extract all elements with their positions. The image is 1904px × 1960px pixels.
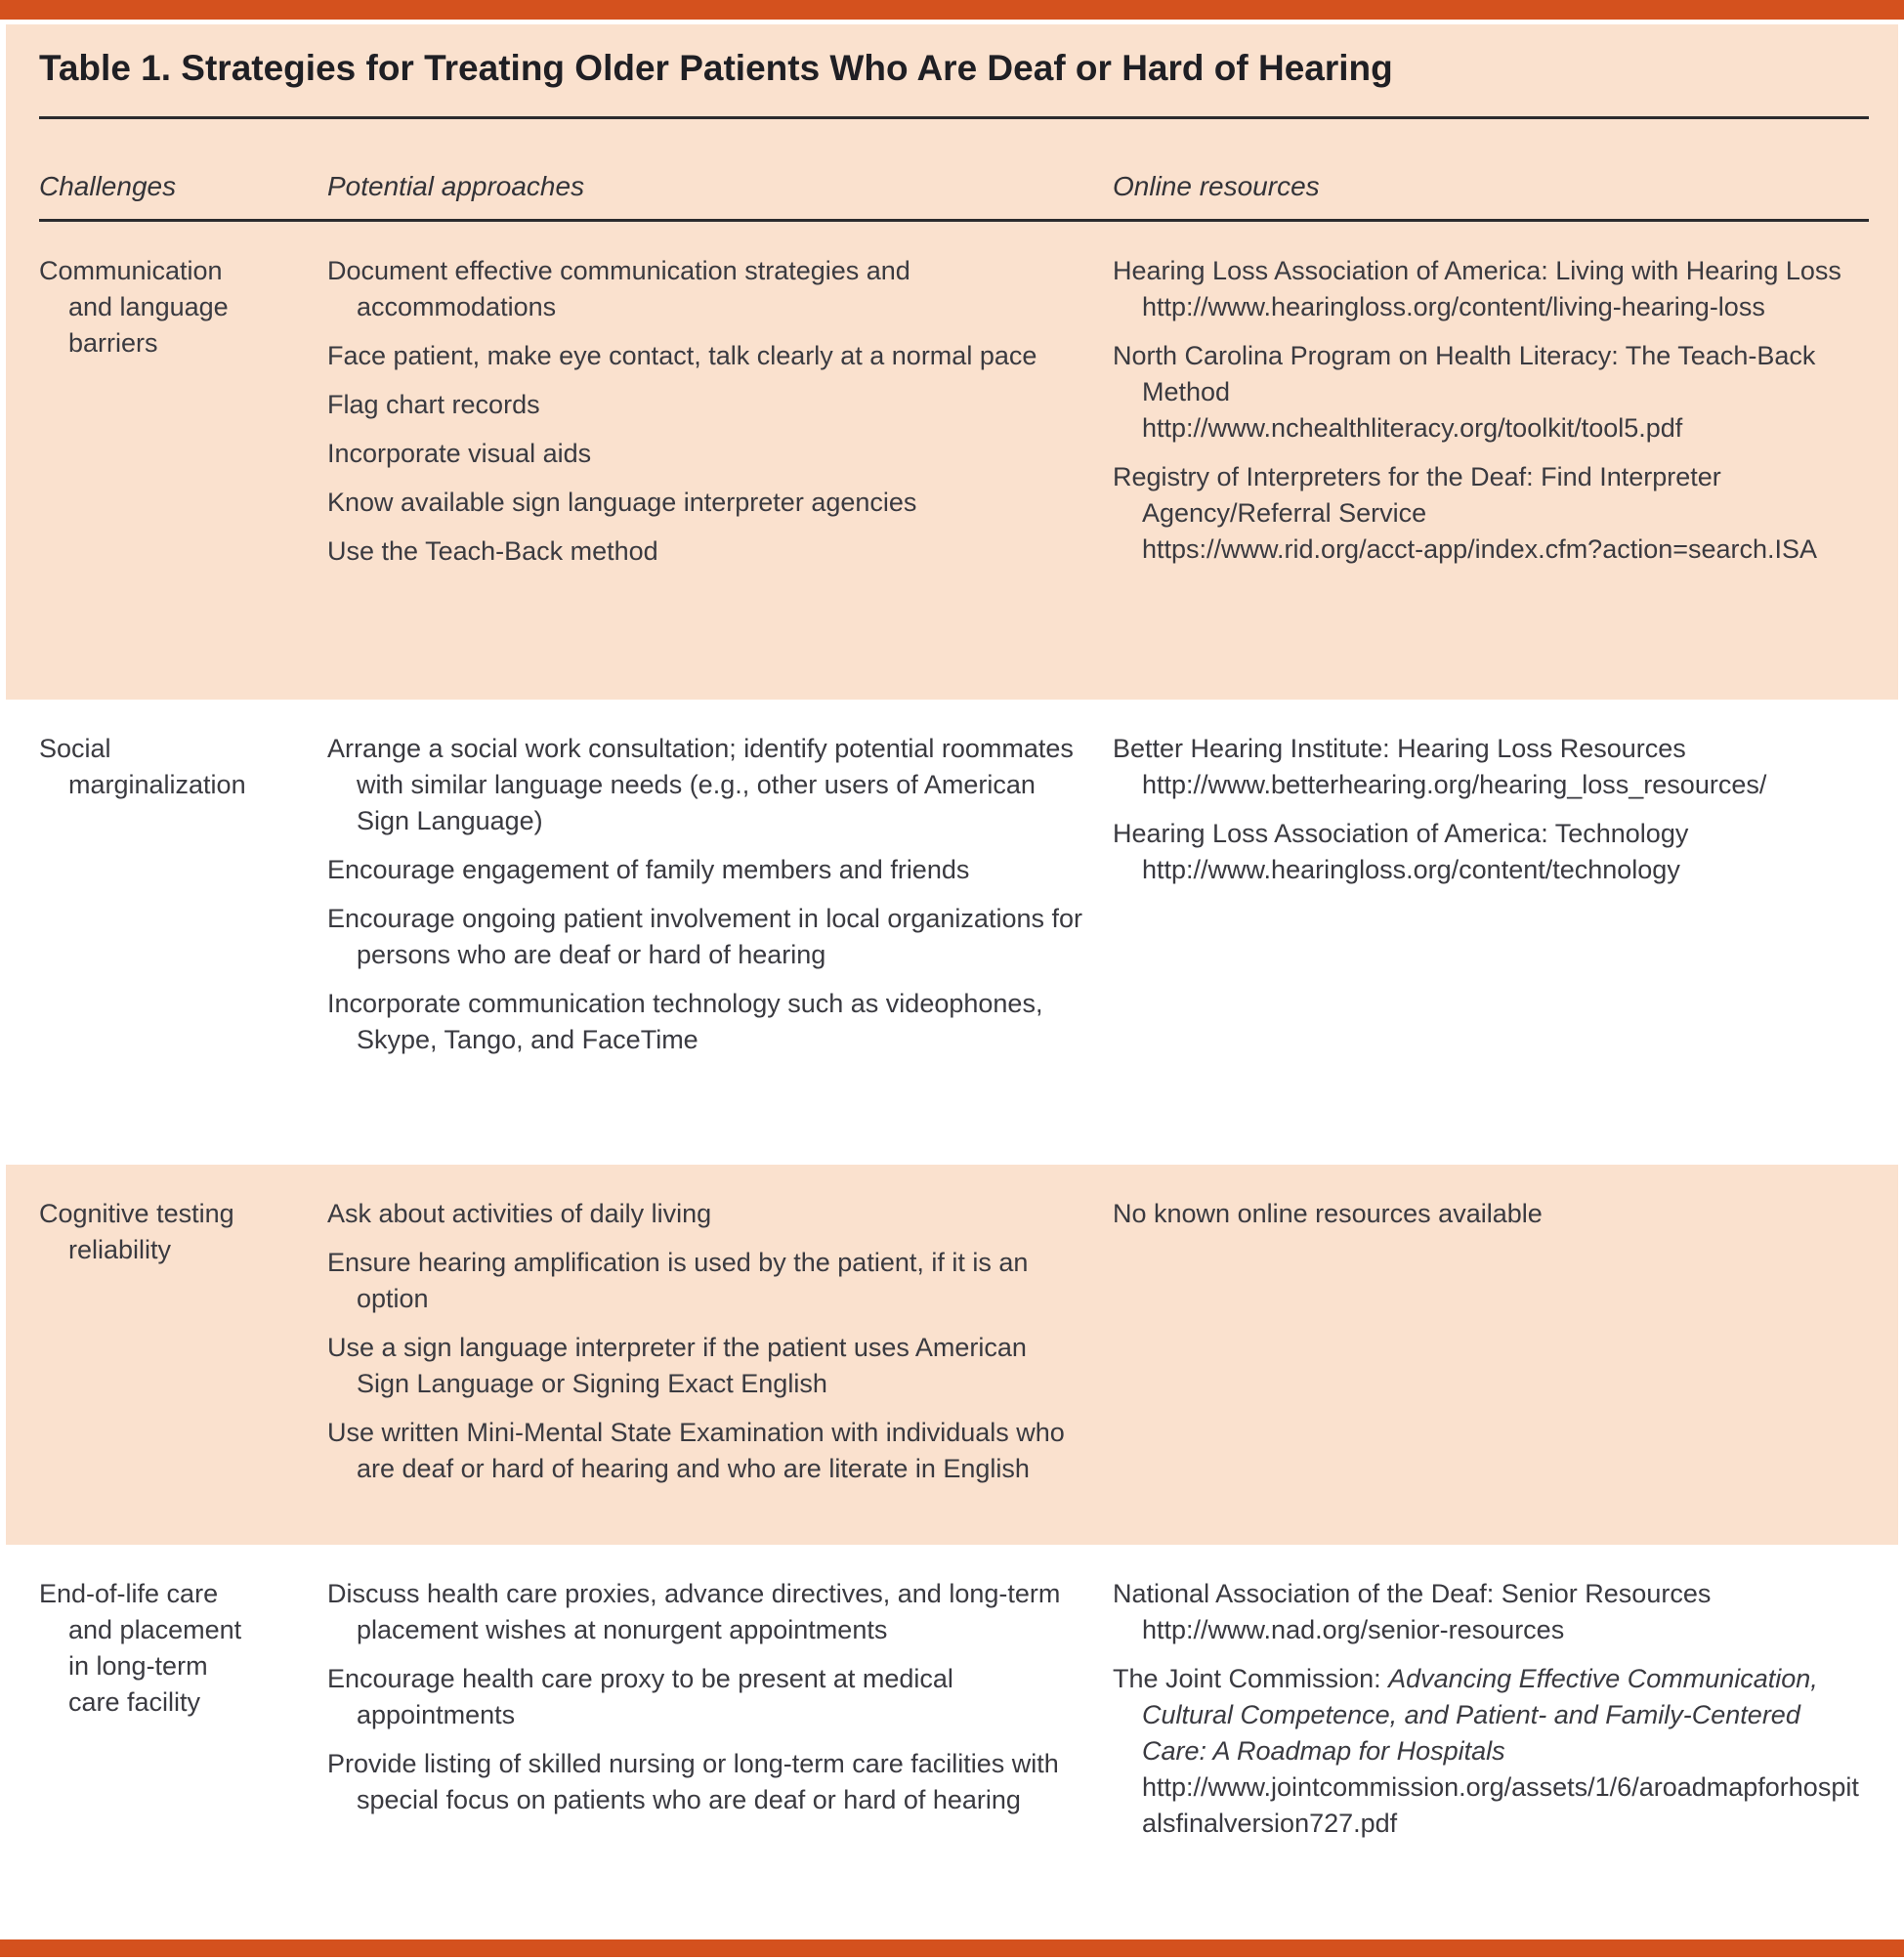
resource-item: [1113, 731, 1865, 803]
approaches-cell: [327, 1576, 1113, 1901]
approach-item: Incorporate communication technology such as videophones, Skype, Tango, and FaceTime: [327, 989, 1043, 1054]
table-header-block: [6, 24, 1898, 222]
bottom-accent-bar: [0, 1939, 1904, 1957]
challenge-cell: [39, 731, 327, 1141]
approach-item: Discuss health care proxies, advance directives, and long-term placement wishes at nonurgent appointments: [327, 1579, 1061, 1644]
approach-item: Encourage engagement of family members and friends: [327, 855, 970, 884]
resource-url: http://www.nad.org/senior-resources: [1142, 1615, 1565, 1644]
challenge-cell: [39, 253, 327, 676]
resource-label: Hearing Loss Association of America: Technology: [1113, 819, 1689, 848]
approach-item: Use a sign language interpreter if the patient uses American Sign Language or Signing Exact English: [327, 1333, 1027, 1398]
resource-label: National Association of the Deaf: Senior Resources: [1113, 1579, 1712, 1608]
table-row-social: [6, 700, 1898, 1165]
resources-cell: [1113, 1576, 1869, 1901]
resource-item: [1113, 253, 1865, 325]
challenge-label: Cognitive testing reliability: [39, 1199, 234, 1264]
resource-item: [1113, 459, 1865, 568]
approach-item: Know available sign language interpreter agencies: [327, 488, 917, 517]
resource-label: No known online resources available: [1113, 1199, 1543, 1228]
approaches-cell: [327, 1196, 1113, 1521]
approach-item: Flag chart records: [327, 390, 540, 419]
approach-item: Arrange a social work consultation; identify potential roommates with similar language needs (e.g., other users of American Sign Language): [327, 734, 1074, 835]
table-title: Table 1. Strategies for Treating Older Patients Who Are Deaf or Hard of Hearing: [39, 48, 1393, 88]
resource-label: Registry of Interpreters for the Deaf: Find Interpreter Agency/Referral Service: [1113, 462, 1721, 528]
approach-item: Encourage ongoing patient involvement in local organizations for persons who are deaf or hard of hearing: [327, 904, 1082, 969]
challenge-label: End-of-life care and placement in long-term care facility: [39, 1579, 242, 1717]
challenge-cell: [39, 1576, 327, 1901]
resource-label-italic: Advancing Effective Communication, Cultural Competence, and Patient- and Family-Centered Care: A Roadmap for Hospitals: [1142, 1664, 1818, 1766]
table-content: [6, 24, 1898, 1925]
resource-url: http://www.hearingloss.org/content/living-hearing-loss: [1142, 292, 1765, 321]
challenge-cell: [39, 1196, 327, 1521]
resource-item: [1113, 1576, 1865, 1648]
resources-cell: [1113, 731, 1869, 1141]
approach-item: Ensure hearing amplification is used by the patient, if it is an option: [327, 1248, 1029, 1313]
approach-item: Incorporate visual aids: [327, 439, 592, 468]
top-accent-bar: [0, 0, 1904, 20]
approach-item: Provide listing of skilled nursing or long-term care facilities with special focus on patients who are deaf or hard of hearing: [327, 1749, 1059, 1814]
resources-cell: [1113, 253, 1869, 676]
resource-url: http://www.jointcommission.org/assets/1/6/aroadmapforhospitalsfinalversion727.pdf: [1142, 1772, 1859, 1838]
table-row-cognitive: [6, 1165, 1898, 1545]
table-row-communication: [6, 222, 1898, 700]
column-header-row: [39, 170, 1869, 203]
approach-item: Face patient, make eye contact, talk clearly at a normal pace: [327, 341, 1037, 370]
resource-item: [1113, 1661, 1865, 1842]
challenge-label: Communication and language barriers: [39, 256, 229, 358]
approach-item: Use the Teach-Back method: [327, 536, 658, 566]
approaches-cell: [327, 731, 1113, 1141]
approach-item: Ask about activities of daily living: [327, 1199, 712, 1228]
column-header-resources: Online resources: [1113, 171, 1320, 201]
resource-label: Hearing Loss Association of America: Living with Hearing Loss: [1113, 256, 1841, 285]
column-header-approaches: Potential approaches: [327, 171, 585, 201]
resource-url: http://www.nchealthliteracy.org/toolkit/tool5.pdf: [1142, 413, 1683, 443]
resource-label: North Carolina Program on Health Literacy: The Teach-Back Method: [1113, 341, 1816, 406]
resources-cell: [1113, 1196, 1869, 1521]
resource-item: [1113, 816, 1865, 888]
resource-item: [1113, 1196, 1865, 1232]
resource-label: The Joint Commission:: [1113, 1664, 1389, 1693]
resource-item: [1113, 338, 1865, 447]
table-row-endoflife: [6, 1545, 1898, 1925]
header-rule-top: [39, 116, 1869, 119]
challenge-label: Social marginalization: [39, 734, 246, 799]
approach-item: Document effective communication strategies and accommodations: [327, 256, 910, 321]
approach-item: Encourage health care proxy to be present at medical appointments: [327, 1664, 953, 1729]
approach-item: Use written Mini-Mental State Examination with individuals who are deaf or hard of hearing and who are literate in English: [327, 1418, 1065, 1483]
resource-url: http://www.hearingloss.org/content/technology: [1142, 855, 1680, 884]
resource-url: http://www.betterhearing.org/hearing_loss_resources/: [1142, 770, 1767, 799]
column-header-challenges: Challenges: [39, 171, 177, 201]
approaches-cell: [327, 253, 1113, 676]
resource-label: Better Hearing Institute: Hearing Loss Resources: [1113, 734, 1686, 763]
resource-url: https://www.rid.org/acct-app/index.cfm?action=search.ISA: [1142, 534, 1818, 564]
